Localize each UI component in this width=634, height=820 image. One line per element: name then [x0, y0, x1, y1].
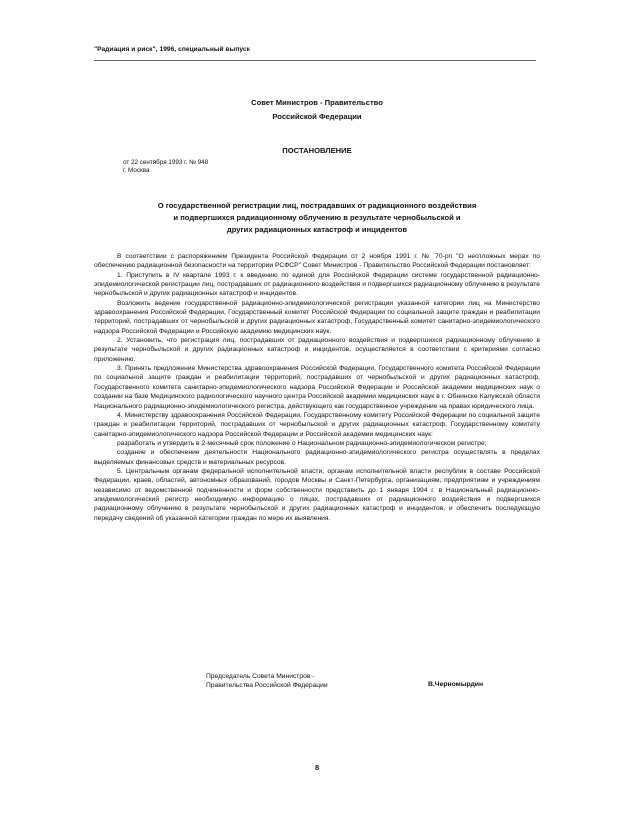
- issuer-block: [94, 96, 540, 124]
- signatory-position-line-2: Правительства Российской Федерации: [206, 682, 328, 690]
- body-paragraph: создание и обеспечение деятельности Национального радиационно-эпидемиологического регистра осуществлять в пределах выделяемых финансовых средств и материальных ресурсов.: [94, 449, 540, 466]
- body-paragraph: 3. Принять предложение Министерства здравоохранения Российской Федерации, Государственного комитета Российской Федерации по социальной защите граждан и реабилитации территорий, пострадавших от чернобыльской и других радиационных катастроф, Государственного комитета санитарно-эпидемиологического надзора Российской Федерации и Российской академии медицинских наук о создании на базе Медицинского радиологического научного центра Российской академии медицинских наук в г. Обнинске Калужской области Национального радиационно-эпидемиологического регистра, действующего как государственное учреждение на правах юридического лица.: [94, 365, 540, 410]
- signatory-name: В.Черномырдин: [428, 681, 484, 688]
- title-line-2: и подвергшихся радиационному облучению в результате чернобыльской и: [173, 213, 461, 222]
- body-paragraph: Возложить ведение государственной радиационно-эпидемиологической регистрации указанной категории лиц на Министерство здравоохранения Российской Федерации, Государственный комитет Российской Федерации по социальной защите граждан и реабилитации территорий, пострадавших от чернобыльской и других радиационных катастроф, Государственный комитет санитарно-эпидемиологического надзора Российской Федерации и Российскую академию медицинских наук.: [94, 299, 540, 335]
- document-title: [94, 200, 540, 236]
- document-date: от 22 сентября 1993 г. № 948: [123, 159, 209, 166]
- title-line-3: других радиационных катастроф и инцидентов: [226, 225, 408, 234]
- title-line-1: О государственной регистрации лиц, пострадавших от радиационного воздействия: [157, 201, 477, 210]
- issuer-line-2: Российской Федерации: [272, 112, 362, 121]
- page-number: 8: [314, 763, 320, 772]
- document-meta: [123, 159, 208, 176]
- header-rule: [94, 60, 536, 61]
- body-paragraph: В соответствии с распоряжением Президента Российской Федерации от 2 ноября 1991 г. № 70-рп "О неотложных мерах по обеспечению радиационной безопасности на территории РСФСР" Совет Министров - Правительство Российской Федерации постановляет:: [94, 253, 540, 270]
- body-paragraph: разработать и утвердить в 2-месячный срок положение о Национальном радиационно-эпидемиологическом регистре;: [117, 439, 487, 447]
- document-type: ПОСТАНОВЛЕНИЕ: [282, 146, 352, 155]
- issuer-line-1: Совет Министров - Правительство: [251, 98, 383, 107]
- body-paragraph: 5. Центральным органам федеральной исполнительной власти, органам исполнительной власти республик в составе Российской Федерации, краев, областей, автономных образований, городов Москвы и Санкт-Петербурга, организациям, предприятиям и учреждениям независимо от ведомственной подчиненности и форм собственности представить до 1 января 1994 г. в Национальный радиационно-эпидемиологический регистр необходимую информацию о лицах, пострадавших от радиационного воздействия и подвергшихся радиационному облучению в результате чернобыльской и других радиационных катастроф и инцидентов, и обеспечить последующую передачу сведений об указанной категории граждан по мере их выявления.: [94, 467, 540, 522]
- signatory-position: [206, 672, 328, 691]
- journal-header: "Радиация и риск", 1996, специальный выпуск: [94, 46, 250, 53]
- signatory-position-line-1: Председатель Совета Министров -: [206, 673, 315, 680]
- body-paragraph: 2. Установить, что регистрация лиц, пострадавших от радиационного воздействия и подвергшихся радиационному облучению в результате чернобыльской и других радиационных катастроф и инцидентов, осуществляется в соответствии с критериями согласно приложению.: [94, 337, 540, 363]
- document-body: [94, 252, 540, 523]
- document-city: г. Москва: [123, 167, 150, 175]
- body-paragraph: 1. Приступить в IV квартале 1993 г. к введению по единой для Российской Федерации системе государственной радиационно-эпидемиологической регистрации лиц, пострадавших от радиационного воздействия и подвергшихся радиационному облучению в результате чернобыльской и других радиационных катастроф и инцидентов.: [94, 271, 540, 298]
- body-paragraph: 4. Министерству здравоохранения Российской Федерации, Государственному комитету Российской Федерации по социальной защите граждан и реабилитации территорий, пострадавших от чернобыльской и других радиационных катастроф, Государственному комитету санитарно-эпидемиологического надзора Российской Федерации и Российской академии медицинских наук:: [94, 411, 540, 438]
